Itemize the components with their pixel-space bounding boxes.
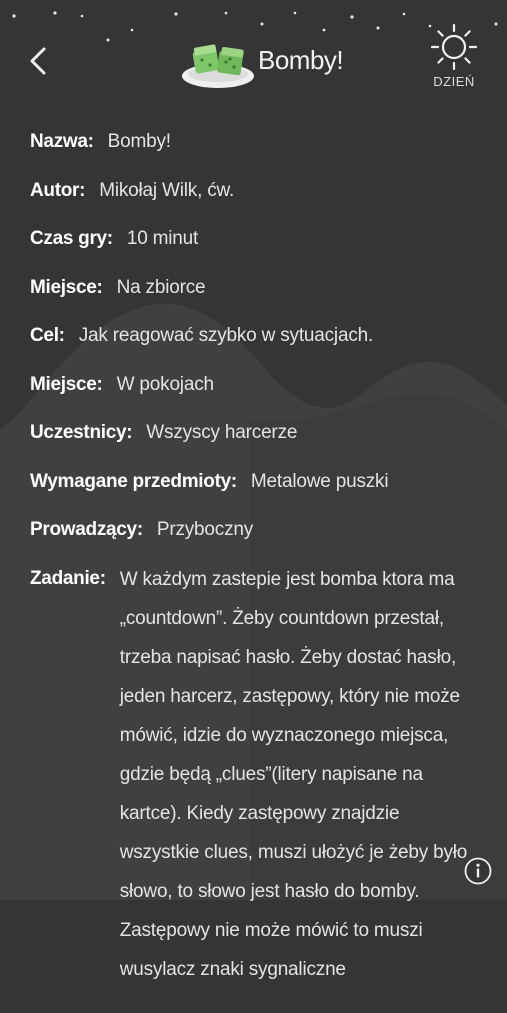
- detail-label: Cel:: [30, 325, 65, 346]
- detail-row-goal: [30, 324, 480, 348]
- detail-row-name: [30, 130, 480, 154]
- detail-label: Wymagane przedmioty:: [30, 470, 237, 492]
- detail-value: Na zbiorce: [116, 276, 206, 298]
- detail-row-place-2: [30, 373, 480, 397]
- task-description: W każdym zastepie jest bomba ktora ma „countdown”. Żeby countdown przestał, trzeba napisać hasło. Żeby dostać hasło, jeden harcerz, zastępowy, który nie może mówić, idzie do wyznaczonego miejsca, gdzie będą „clues”(litery napisane na kartce). Kiedy zastępowy znajdzie wszystkie clues, muszi ułożyć je żeby było słowo, to słowo jest hasło do bomby. Zastępowy nie może mówić to muszi wusylacz znaki sygnaliczne: [119, 568, 468, 980]
- detail-value: Przyboczny: [156, 519, 254, 540]
- green-cubes-logo: [180, 38, 258, 90]
- detail-row-duration: [30, 227, 480, 251]
- detail-value: 10 minut: [126, 228, 199, 249]
- detail-label: Zadanie:: [30, 567, 106, 589]
- detail-value: Metalowe puszki: [250, 470, 389, 492]
- detail-value: Bomby!: [107, 131, 171, 152]
- back-button[interactable]: [26, 44, 52, 78]
- theme-toggle-button[interactable]: [424, 22, 484, 98]
- page-title: Bomby!: [258, 45, 344, 75]
- chevron-left-icon: [26, 44, 52, 78]
- top-bar: [0, 0, 507, 120]
- theme-toggle-label: DZIEŃ: [433, 74, 475, 89]
- detail-row-task: [30, 567, 480, 989]
- detail-value: Jak reagować szybko w sytuacjach.: [78, 325, 374, 346]
- detail-value: Mikołaj Wilk, ćw.: [99, 179, 235, 201]
- game-details: [30, 130, 480, 1013]
- detail-label: Prowadzący:: [30, 519, 143, 540]
- detail-label: Miejsce:: [30, 276, 103, 298]
- detail-label: Miejsce:: [30, 373, 103, 395]
- detail-label: Nazwa:: [30, 131, 94, 152]
- detail-value: Wszyscy harcerze: [146, 422, 298, 443]
- info-icon: [464, 857, 492, 885]
- detail-row-place: [30, 276, 480, 300]
- detail-label: Czas gry:: [30, 228, 113, 249]
- detail-value: W pokojach: [116, 373, 214, 395]
- detail-label: Autor:: [30, 179, 86, 201]
- detail-row-leader: [30, 518, 480, 542]
- detail-row-author: [30, 179, 480, 203]
- sun-icon: [427, 22, 481, 72]
- detail-label: Uczestnicy:: [30, 422, 133, 443]
- detail-row-items: [30, 470, 480, 494]
- info-button[interactable]: [464, 857, 492, 885]
- detail-row-participants: [30, 421, 480, 445]
